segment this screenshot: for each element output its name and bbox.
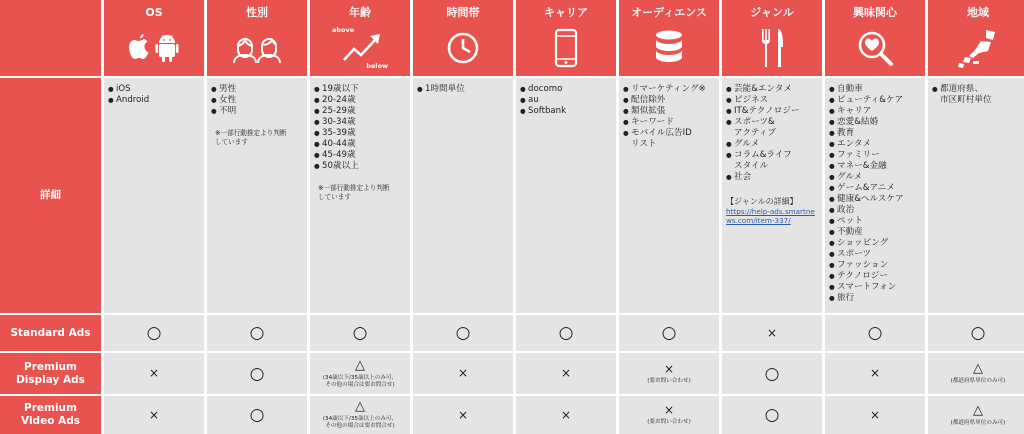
detail-item: ● グルメ bbox=[726, 139, 818, 150]
detail-item: ● ビジネス bbox=[726, 95, 818, 106]
detail-item: ● ビューティ&ケア bbox=[829, 95, 921, 106]
detail-item: ● 25-29歳 bbox=[314, 106, 406, 117]
availability-symbol: ○ bbox=[558, 323, 574, 343]
detail-item: ● マネー&金融 bbox=[829, 161, 921, 172]
detail-list-age bbox=[314, 84, 406, 172]
header-age-title: 年齢 bbox=[349, 6, 371, 19]
header-genre bbox=[722, 0, 822, 76]
availability-symbol: ○ bbox=[249, 363, 265, 384]
premium-video-ads-region bbox=[928, 396, 1024, 434]
detail-item: ● ゲーム&アニメ bbox=[829, 183, 921, 194]
availability-symbol: × bbox=[457, 407, 469, 422]
availability-note: (34歳以下/35歳以上のみ可、 その他の場合は要お問合せ) bbox=[322, 374, 398, 388]
standard-ads-age bbox=[310, 315, 410, 351]
standard-ads-gender bbox=[207, 315, 307, 351]
header-os-title: OS bbox=[145, 6, 163, 19]
detail-item: ● 不明 bbox=[211, 106, 303, 117]
detail-item: ● 1時間単位 bbox=[417, 84, 509, 95]
header-time bbox=[413, 0, 513, 76]
header-interest-title: 興味関心 bbox=[853, 6, 897, 19]
detail-item: ● キーワード bbox=[623, 117, 715, 128]
detail-item: ● スマートフォン bbox=[829, 282, 921, 293]
heart-search-icon bbox=[855, 26, 895, 70]
availability-note: (都道府県単位のみ可) bbox=[950, 378, 1006, 384]
header-gender-title: 性別 bbox=[246, 6, 268, 19]
availability-symbol: × bbox=[766, 325, 778, 340]
standard-ads-carrier bbox=[516, 315, 616, 351]
detail-item: ● au bbox=[520, 95, 612, 106]
detail-item: ● docomo bbox=[520, 84, 612, 95]
header-region bbox=[928, 0, 1024, 76]
age-above-label: above bbox=[332, 26, 355, 34]
detail-item: ● モバイル広告ID リスト bbox=[623, 128, 715, 150]
detail-item: ● 自動車 bbox=[829, 84, 921, 95]
age-below-label: below bbox=[366, 62, 388, 70]
header-audience-title: オーディエンス bbox=[631, 6, 707, 19]
header-corner bbox=[0, 0, 101, 76]
detail-item: ● 都道府県、 市区町村単位 bbox=[932, 84, 1024, 106]
premium-video-ads-interest bbox=[825, 396, 925, 434]
premium-display-ads-carrier bbox=[516, 353, 616, 394]
header-carrier bbox=[516, 0, 616, 76]
detail-item: ● ファッション bbox=[829, 260, 921, 271]
availability-symbol: ○ bbox=[249, 323, 265, 343]
standard-ads-region bbox=[928, 315, 1024, 351]
male-female-icon bbox=[231, 26, 283, 70]
header-time-title: 時間帯 bbox=[446, 6, 480, 19]
header-os bbox=[104, 0, 204, 76]
detail-item: ● 40-44歳 bbox=[314, 139, 406, 150]
detail-item: ● 社会 bbox=[726, 172, 818, 183]
clock-icon bbox=[445, 26, 481, 70]
availability-note: (要お問い合わせ) bbox=[647, 419, 691, 425]
availability-note: (34歳以下/35歳以上のみ可、 その他の場合は要お問合せ) bbox=[322, 416, 398, 429]
standard-ads-os bbox=[104, 315, 204, 351]
genre-detail-title: 【ジャンルの詳細】 bbox=[726, 197, 798, 206]
detail-note: ※一部行動推定より判断 しています bbox=[215, 129, 287, 146]
detail-list-audience bbox=[623, 84, 715, 150]
premium-video-ads-time bbox=[413, 396, 513, 434]
database-icon bbox=[652, 26, 686, 70]
detail-item: ● 不動産 bbox=[829, 227, 921, 238]
detail-item: ● 30-34歳 bbox=[314, 117, 406, 128]
detail-item: ● IT&テクノロジー bbox=[726, 106, 818, 117]
detail-item: ● キャリア bbox=[829, 106, 921, 117]
detail-item: ● 50歳以上 bbox=[314, 161, 406, 172]
detail-item: ● コラム&ライフ スタイル bbox=[726, 150, 818, 172]
detail-list-os bbox=[108, 84, 200, 106]
detail-item: ● 女性 bbox=[211, 95, 303, 106]
row-label-premium-display-ads: Premium Display Ads bbox=[0, 353, 101, 394]
availability-symbol: ○ bbox=[455, 323, 471, 343]
premium-display-ads-audience bbox=[619, 353, 719, 394]
premium-display-ads-age bbox=[310, 353, 410, 394]
detail-item: ● 芸能&エンタメ bbox=[726, 84, 818, 95]
detail-list-region bbox=[932, 84, 1024, 106]
detail-gender bbox=[207, 78, 307, 313]
detail-item: ● エンタメ bbox=[829, 139, 921, 150]
detail-genre bbox=[722, 78, 822, 313]
detail-os bbox=[104, 78, 204, 313]
detail-item: ● グルメ bbox=[829, 172, 921, 183]
detail-item: ● 恋愛&結婚 bbox=[829, 117, 921, 128]
detail-item: ● テクノロジー bbox=[829, 271, 921, 282]
premium-video-ads-genre bbox=[722, 396, 822, 434]
header-genre-title: ジャンル bbox=[750, 6, 794, 19]
detail-item: ● Android bbox=[108, 95, 200, 106]
detail-item: ● 45-49歳 bbox=[314, 150, 406, 161]
premium-video-ads-audience bbox=[619, 396, 719, 434]
smartphone-icon bbox=[553, 26, 579, 70]
availability-symbol: △ bbox=[973, 402, 983, 418]
detail-item: ● iOS bbox=[108, 84, 200, 95]
detail-note: ※一部行動推定より判断 しています bbox=[318, 184, 390, 201]
detail-item: ● スポーツ& アクティブ bbox=[726, 117, 818, 139]
premium-display-ads-time bbox=[413, 353, 513, 394]
availability-symbol: △ bbox=[355, 357, 365, 373]
availability-symbol: ○ bbox=[970, 323, 986, 343]
premium-display-ads-genre bbox=[722, 353, 822, 394]
premium-video-ads-carrier bbox=[516, 396, 616, 434]
standard-ads-interest bbox=[825, 315, 925, 351]
detail-item: ● 教育 bbox=[829, 128, 921, 139]
detail-item: ● 配信除外 bbox=[623, 95, 715, 106]
detail-item: ● 男性 bbox=[211, 84, 303, 95]
availability-symbol: × bbox=[148, 366, 160, 380]
detail-item: ● 旅行 bbox=[829, 293, 921, 304]
premium-display-ads-os bbox=[104, 353, 204, 394]
detail-audience bbox=[619, 78, 719, 313]
detail-list-genre bbox=[726, 84, 818, 183]
detail-list-time bbox=[417, 84, 509, 95]
standard-ads-genre bbox=[722, 315, 822, 351]
standard-ads-audience bbox=[619, 315, 719, 351]
row-label-premium-video-ads: Premium Video Ads bbox=[0, 396, 101, 434]
detail-item: ● ペット bbox=[829, 216, 921, 227]
standard-ads-time bbox=[413, 315, 513, 351]
availability-symbol: ○ bbox=[146, 323, 162, 343]
detail-item: ● リマーケティング※ bbox=[623, 84, 715, 95]
detail-list-interest bbox=[829, 84, 921, 304]
availability-note: (要お問い合わせ) bbox=[647, 377, 691, 384]
detail-list-gender bbox=[211, 84, 303, 117]
availability-symbol: △ bbox=[973, 361, 983, 376]
detail-region bbox=[928, 78, 1024, 313]
availability-symbol: × bbox=[663, 403, 675, 417]
availability-note: (都道府県単位のみ可) bbox=[950, 419, 1006, 426]
detail-item: ● 20-24歳 bbox=[314, 95, 406, 106]
availability-symbol: ○ bbox=[661, 323, 677, 343]
detail-item: ● スポーツ bbox=[829, 249, 921, 260]
detail-item: ● 類似拡張 bbox=[623, 106, 715, 117]
availability-symbol: ○ bbox=[249, 405, 265, 425]
detail-list-carrier bbox=[520, 84, 612, 117]
header-region-title: 地域 bbox=[967, 6, 989, 19]
availability-symbol: × bbox=[560, 366, 572, 380]
header-carrier-title: キャリア bbox=[544, 6, 588, 19]
detail-item: ● 政治 bbox=[829, 205, 921, 216]
apple-android-icon bbox=[126, 26, 182, 70]
detail-item: ● Softbank bbox=[520, 106, 612, 117]
availability-symbol: ○ bbox=[764, 405, 780, 425]
header-audience bbox=[619, 0, 719, 76]
detail-item: ● ショッピング bbox=[829, 238, 921, 249]
premium-video-ads-gender bbox=[207, 396, 307, 434]
row-label-detail: 詳細 bbox=[0, 78, 101, 313]
detail-item: ● ファミリー bbox=[829, 150, 921, 161]
premium-display-ads-region bbox=[928, 353, 1024, 394]
premium-video-ads-os bbox=[104, 396, 204, 434]
detail-age bbox=[310, 78, 410, 313]
japan-map-icon bbox=[956, 26, 1000, 70]
detail-item: ● 35-39歳 bbox=[314, 128, 406, 139]
availability-symbol: × bbox=[869, 366, 881, 380]
trend-arrow-icon bbox=[332, 26, 388, 70]
availability-symbol: × bbox=[663, 361, 675, 376]
header-age bbox=[310, 0, 410, 76]
premium-display-ads-interest bbox=[825, 353, 925, 394]
detail-carrier bbox=[516, 78, 616, 313]
availability-symbol: × bbox=[560, 407, 572, 422]
availability-symbol: ○ bbox=[764, 363, 780, 384]
header-gender bbox=[207, 0, 307, 76]
detail-item: ● 19歳以下 bbox=[314, 84, 406, 95]
premium-video-ads-age bbox=[310, 396, 410, 434]
premium-display-ads-gender bbox=[207, 353, 307, 394]
detail-interest bbox=[825, 78, 925, 313]
detail-time bbox=[413, 78, 513, 313]
availability-symbol: × bbox=[457, 366, 469, 380]
availability-symbol: ○ bbox=[867, 323, 883, 343]
availability-symbol: ○ bbox=[352, 323, 368, 343]
genre-detail-link[interactable]: https://help-ads.smartnews.com/item-337/ bbox=[726, 207, 815, 225]
detail-item: ● 健康&ヘルスケア bbox=[829, 194, 921, 205]
header-interest bbox=[825, 0, 925, 76]
row-label-standard-ads: Standard Ads bbox=[0, 315, 101, 351]
fork-knife-icon bbox=[757, 26, 787, 70]
availability-symbol: × bbox=[869, 407, 881, 422]
availability-symbol: △ bbox=[355, 399, 365, 414]
availability-symbol: × bbox=[148, 407, 160, 422]
